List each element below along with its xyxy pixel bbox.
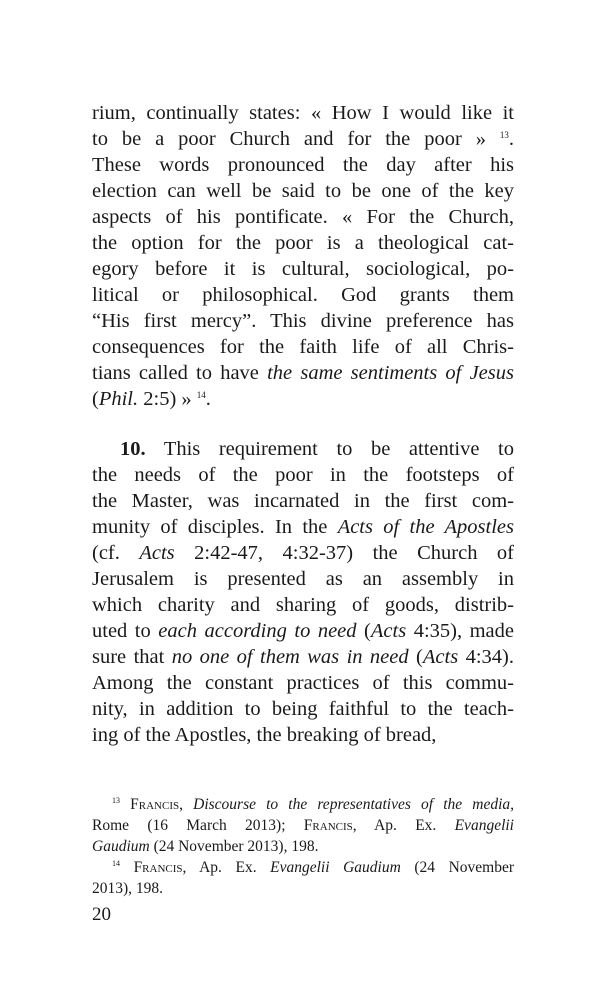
- text-run: Jerusalem is presented as an assembly in: [92, 568, 514, 590]
- text-run: 2:42-47, 4:32-37) the Church of: [174, 542, 514, 564]
- italic-text: Discourse to the representatives of the media,: [193, 796, 515, 813]
- author-name: Francis: [303, 817, 353, 834]
- text-line: [92, 126, 514, 152]
- text-line: [92, 670, 514, 696]
- italic-text: Acts of the Apostles: [337, 516, 514, 538]
- author-name: Francis: [130, 796, 180, 813]
- text-run: , Ap. Ex.: [182, 859, 271, 876]
- text-line: [92, 334, 514, 360]
- italic-text: Evangelii: [454, 817, 514, 834]
- text-run: “His first mercy”. This divine preference has: [92, 310, 514, 332]
- text-line: [92, 488, 514, 514]
- text-run: litical or philosophical. God grants them: [92, 284, 514, 306]
- text-run: 2:5) »: [138, 388, 197, 410]
- text-run: egory before it is cultural, sociological, po-: [92, 258, 514, 280]
- text-line: [92, 178, 514, 204]
- author-name: Francis: [133, 859, 183, 876]
- footnote-line: [92, 878, 514, 899]
- text-run: [120, 796, 130, 813]
- page-number: 20: [92, 904, 111, 925]
- text-run: This requirement to be attentive to: [145, 438, 514, 460]
- text-line: [92, 592, 514, 618]
- footnote-ref: 14: [196, 390, 206, 400]
- footnote-ref: 13: [112, 796, 120, 805]
- text-line: [92, 566, 514, 592]
- text-line: [92, 696, 514, 722]
- text-run: uted to: [92, 620, 159, 642]
- footnote-line: [92, 836, 514, 857]
- italic-text: each according to need: [158, 620, 357, 642]
- italic-text: Acts: [139, 542, 175, 564]
- text-line: [92, 462, 514, 488]
- footnote-line: [92, 794, 514, 815]
- text-run: (: [408, 646, 423, 668]
- text-run: 4:34).: [458, 646, 514, 668]
- text-run: aspects of his pontificate. « For the Church,: [92, 206, 514, 228]
- italic-text: Phil.: [98, 388, 139, 410]
- text-run: ,: [179, 796, 194, 813]
- text-line: [92, 152, 514, 178]
- text-run: the option for the poor is a theological cat-: [92, 232, 514, 254]
- text-run: (24 November 2013), 198.: [149, 838, 319, 855]
- text-run: (cf.: [92, 542, 140, 564]
- text-line: [92, 360, 514, 386]
- text-run: nity, in addition to being faithful to the teach-: [92, 698, 514, 720]
- text-run: ing of the Apostles, the breaking of bread,: [92, 724, 437, 746]
- text-line: [92, 386, 514, 412]
- text-line: [92, 514, 514, 540]
- text-line: [92, 722, 514, 748]
- text-run: tians called to have: [92, 362, 268, 384]
- italic-text: Gaudium: [92, 838, 150, 855]
- text-line: [92, 204, 514, 230]
- italic-text: Acts: [422, 646, 459, 668]
- text-line: [92, 256, 514, 282]
- italic-text: Evangelii Gaudium: [270, 859, 401, 876]
- text-run: Rome (16 March 2013);: [92, 817, 304, 834]
- text-run: [120, 859, 134, 876]
- italic-text: no one of them was in need: [171, 646, 409, 668]
- text-line: [92, 644, 514, 670]
- footnote-ref: 14: [112, 859, 120, 868]
- text-line: [92, 308, 514, 334]
- text-run: .: [508, 128, 514, 150]
- text-run: election can well be said to be one of the key: [92, 180, 514, 202]
- text-line: [92, 282, 514, 308]
- text-run: consequences for the faith life of all Chris-: [92, 336, 514, 358]
- text-run: which charity and sharing of goods, distrib-: [92, 594, 514, 616]
- text-run: Among the constant practices of this commu-: [92, 672, 514, 694]
- text-run: 2013), 198.: [92, 880, 164, 897]
- footnote-line: [92, 857, 514, 878]
- italic-text: the same sentiments of Jesus: [267, 362, 514, 384]
- text-line: [92, 618, 514, 644]
- text-run: These words pronounced the day after his: [92, 154, 514, 176]
- text-run: 4:35), made: [406, 620, 514, 642]
- footnote-line: [92, 815, 514, 836]
- text-line: [92, 436, 514, 462]
- text-run: the needs of the poor in the footsteps of: [92, 464, 514, 486]
- text-run: to be a poor Church and for the poor »: [92, 128, 500, 150]
- text-run: , Ap. Ex.: [352, 817, 455, 834]
- text-run: .: [205, 388, 211, 410]
- text-run: sure that: [92, 646, 172, 668]
- text-run: the Master, was incarnated in the first com-: [92, 490, 514, 512]
- italic-text: Acts: [370, 620, 407, 642]
- text-line: [92, 540, 514, 566]
- text-run: (: [92, 388, 99, 410]
- text-run: munity of disciples. In the: [92, 516, 338, 538]
- text-run: (: [356, 620, 371, 642]
- paragraph-number: 10.: [120, 438, 146, 460]
- text-run: (24 November: [400, 859, 514, 876]
- text-line: [92, 230, 514, 256]
- text-run: rium, continually states: « How I would like it: [92, 102, 514, 124]
- text-line: [92, 100, 514, 126]
- footnote-ref: 13: [499, 130, 509, 140]
